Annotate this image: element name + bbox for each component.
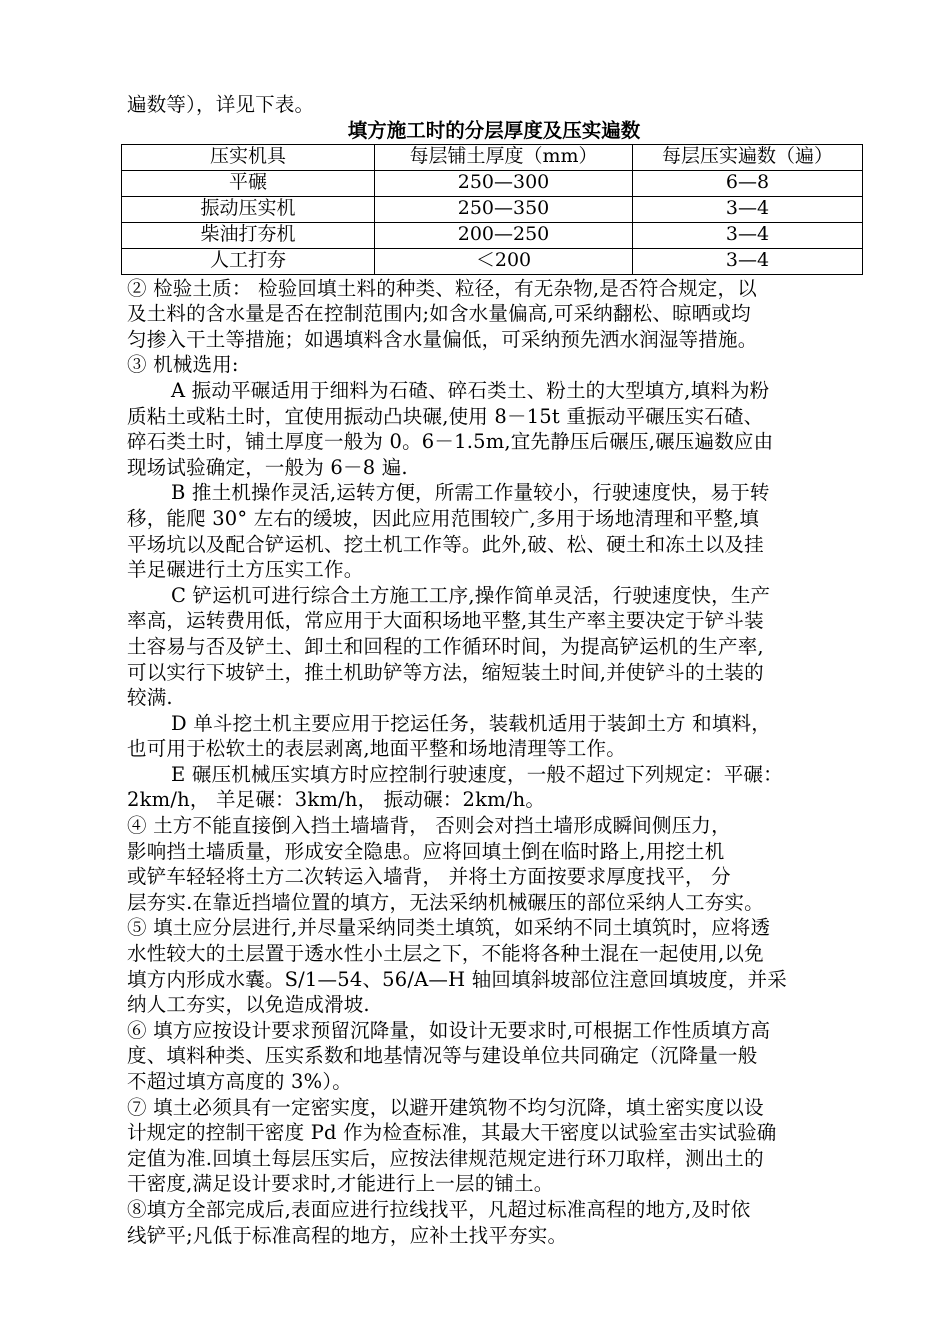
- table-cell: 人工打夯: [122, 248, 375, 274]
- text-line: 定值为准.回填土每层压实后，应按法律规范规定进行环刀取样，测出土的: [127, 1146, 764, 1170]
- text-line: 率高，运转费用低，常应用于大面积场地平整,其生产率主要决定于铲斗装: [127, 609, 764, 633]
- table-row: [122, 170, 863, 196]
- text-line: 质粘土或粘土时，宜使用振动凸块碾,使用 8－15t 重振动平碾压实石碴、: [127, 404, 764, 428]
- header-cell-passes: 每层压实遍数（遍）: [633, 144, 863, 170]
- table-cell: 平碾: [122, 170, 375, 196]
- table-cell: 250—300: [375, 170, 633, 196]
- text-line: 影响挡土墙质量，形成安全隐患。应将回填土倒在临时路上,用挖土机: [127, 839, 725, 863]
- text-line: 纳人工夯实，以免造成滑坡.: [127, 993, 370, 1017]
- text-line: 干密度,满足设计要求时,才能进行上一层的铺土。: [127, 1172, 554, 1196]
- text-line: 碎石类土时，铺土厚度一般为 0。6－1.5m,宜先静压后碾压,碾压遍数应由: [127, 430, 774, 454]
- intro-line: 遍数等），详见下表。: [127, 93, 315, 116]
- text-line: 填方内形成水囊。S/1—54、56/A—H 轴回填斜坡部位注意回填坡度，并采: [127, 967, 787, 991]
- table-cell: 3—4: [633, 248, 863, 274]
- text-line: 现场试验确定，一般为 6－8 遍.: [127, 455, 408, 479]
- table-cell: 3—4: [633, 222, 863, 248]
- table-row: [122, 248, 863, 274]
- text-line: ⑥ 填方应按设计要求预留沉降量，如设计无要求时,可根据工作性质填方高: [127, 1018, 771, 1042]
- text-line: 也可用于松软土的表层剥离,地面平整和场地清理等工作。: [127, 737, 626, 761]
- text-line: 线铲平;凡低于标准高程的地方，应补土找平夯实。: [127, 1223, 568, 1247]
- text-line: D 单斗挖土机主要应用于挖运任务，装载机适用于装卸土方 和填料，: [171, 711, 771, 735]
- text-line: 及土料的含水量是否在控制范围内;如含水量偏高,可采纳翻松、晾晒或均: [127, 302, 751, 326]
- table-cell: 3—4: [633, 196, 863, 222]
- compaction-table: [121, 144, 863, 275]
- text-line: 较满.: [127, 686, 173, 710]
- text-line: ② 检验土质： 检验回填土料的种类、粒径，有无杂物,是否符合规定，以: [127, 276, 757, 300]
- text-line: 水性较大的土层置于透水性小土层之下，不能将各种土混在一起使用,以免: [127, 942, 764, 966]
- text-line: ③ 机械选用:: [127, 353, 239, 377]
- table-title: 填方施工时的分层厚度及压实遍数: [347, 118, 641, 142]
- table-cell: 6—8: [633, 170, 863, 196]
- table-cell: ＜200: [375, 248, 633, 274]
- text-line: 匀掺入干土等措施；如遇填料含水量偏低，可采纳预先洒水润湿等措施。: [127, 327, 758, 351]
- text-line: 不超过填方高度的 3%）。: [127, 1070, 352, 1093]
- table-cell: 250—350: [375, 196, 633, 222]
- text-line: B 推土机操作灵活,运转方便，所需工作量较小，行驶速度快，易于转: [171, 481, 770, 505]
- table-cell: 振动压实机: [122, 196, 375, 222]
- text-line: 平场坑以及配合铲运机、挖土机工作等。此外,破、松、硬土和冻土以及挂: [127, 532, 764, 556]
- text-line: C 铲运机可进行综合土方施工工序,操作简单灵活，行驶速度快，生产: [171, 583, 771, 607]
- text-line: 或铲车轻轻将土方二次转运入墙背， 并将土方面按要求厚度找平， 分: [127, 865, 731, 889]
- text-line: 可以实行下坡铲土，推土机助铲等方法，缩短装土时间,并使铲斗的土装的: [127, 660, 764, 684]
- text-line: 土容易与否及铲土、卸土和回程的工作循环时间，为提高铲运机的生产率,: [127, 634, 764, 658]
- header-cell-machine: 压实机具: [122, 144, 375, 170]
- text-line: E 碾压机械压实填方时应控制行驶速度，一般不超过下列规定：平碾：: [171, 762, 783, 786]
- table-cell: 200—250: [375, 222, 633, 248]
- table-header-row: [122, 144, 863, 170]
- table-row: [122, 222, 863, 248]
- text-line: 层夯实.在靠近挡墙位置的填方，无法采纳机械碾压的部位采纳人工夯实。: [127, 890, 764, 914]
- text-line: A 振动平碾适用于细料为石碴、碎石类土、粉土的大型填方,填料为粉: [171, 378, 770, 402]
- text-line: 度、填料种类、压实系数和地基情况等与建设单位共同确定（沉降量一般: [127, 1044, 758, 1068]
- text-line: ⑦ 填土必须具有一定密实度，以避开建筑物不均匀沉降，填土密实度以设: [127, 1095, 764, 1119]
- text-line: 移，能爬 30° 左右的缓坡，因此应用范围较广,多用于场地清理和平整,填: [127, 506, 760, 530]
- text-line: ⑤ 填土应分层进行,并尽量采纳同类土填筑，如采纳不同土填筑时，应将透: [127, 916, 771, 940]
- body-text: [127, 276, 867, 1249]
- text-line: ⑧填方全部完成后,表面应进行拉线找平，凡超过标准高程的地方,及时依: [127, 1197, 751, 1221]
- table-row: [122, 196, 863, 222]
- document-page: [127, 92, 867, 1248]
- table-cell: 柴油打夯机: [122, 222, 375, 248]
- text-line: 计规定的控制干密度 Pd 作为检查标准，其最大干密度以试验室击实试验确: [127, 1121, 777, 1145]
- header-cell-thickness: 每层铺土厚度（mm）: [375, 144, 633, 170]
- text-line: 2km/h， 羊足碾：3km/h， 振动碾：2km/h。: [127, 788, 546, 812]
- text-line: ④ 土方不能直接倒入挡土墙墙背， 否则会对挡土墙形成瞬间侧压力，: [127, 814, 731, 838]
- text-line: 羊足碾进行土方压实工作。: [127, 558, 364, 582]
